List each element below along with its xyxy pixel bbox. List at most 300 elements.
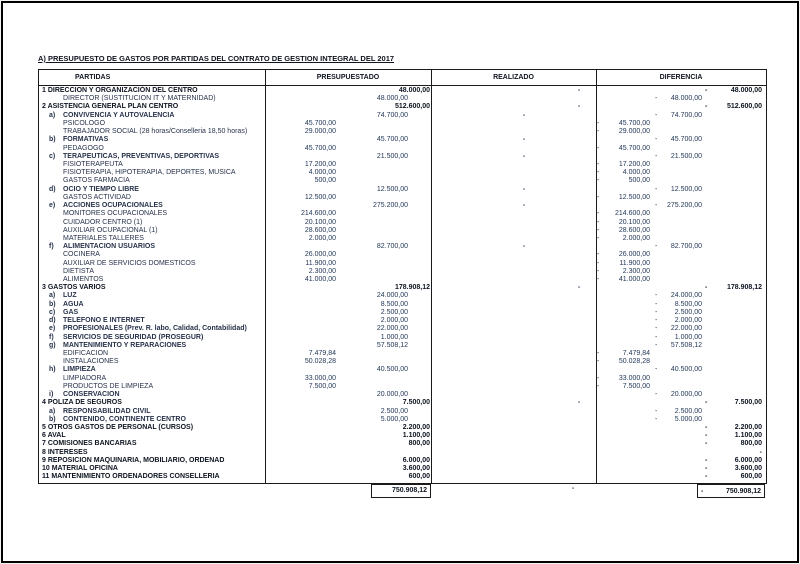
row-label: 4 POLIZA DE SEGUROS: [42, 399, 122, 407]
presupuestado-value: 512.600,00: [394, 103, 430, 111]
presupuestado-value: 800,00: [408, 440, 430, 448]
diferencia-value: 33.000,00: [618, 374, 650, 382]
total-diferencia-minus: -: [701, 487, 704, 495]
row-label: PRODUCTOS DE LIMPIEZA: [63, 382, 154, 390]
diferencia-minus: -: [655, 292, 658, 300]
diferencia-value: 8.500,00: [674, 300, 702, 308]
col-header-realizado: REALIZADO: [493, 73, 534, 81]
table-row: [39, 95, 766, 103]
row-letter: b): [49, 415, 56, 423]
realizado-dash: -: [522, 202, 526, 210]
diferencia-value: 17.200,00: [618, 160, 650, 168]
diferencia-minus: -: [655, 300, 658, 308]
diferencia-cell: [705, 449, 762, 457]
diferencia-cell: [655, 342, 702, 350]
diferencia-value: -: [759, 448, 762, 456]
row-label: ALIMENTACION USUARIOS: [63, 243, 156, 251]
row-label: 2 ASISTENCIA GENERAL PLAN CENTRO: [42, 103, 179, 111]
diferencia-cell: [655, 301, 702, 309]
diferencia-value: 1.000,00: [674, 333, 702, 341]
diferencia-minus: -: [705, 423, 708, 431]
row-label: CONSERVACION: [63, 391, 120, 399]
table-row: [39, 210, 766, 218]
realizado-dash: -: [522, 111, 526, 119]
table-row: [39, 416, 766, 424]
diferencia-cell: [655, 202, 702, 210]
row-letter: e): [49, 202, 56, 210]
presupuestado-value: 2.000,00: [380, 317, 408, 325]
table-row: [39, 153, 766, 161]
row-label: 11 MANTENIMIENTO ORDENADORES CONSELLERIA: [42, 473, 220, 481]
row-label: ACCIONES OCUPACIONALES: [63, 202, 163, 210]
realizado-dash: -: [577, 284, 581, 292]
realizado-dash: -: [522, 136, 526, 144]
presupuestado-value: 12.500,00: [376, 185, 408, 193]
presupuestado-value: 1.000,00: [380, 333, 408, 341]
row-label: FISIOTERAPEUTA: [63, 160, 123, 168]
diferencia-value: 275.200,00: [666, 202, 702, 210]
row-label: 3 GASTOS VARIOS: [42, 284, 106, 292]
diferencia-cell: [655, 334, 702, 342]
diferencia-value: 2.500,00: [674, 308, 702, 316]
diferencia-cell: [705, 284, 762, 292]
diferencia-value: 26.000,00: [618, 251, 650, 259]
diferencia-minus: -: [655, 136, 658, 144]
presupuestado-value: 57.508,12: [376, 341, 408, 349]
diferencia-minus: -: [597, 193, 600, 201]
diferencia-minus: -: [655, 317, 658, 325]
presupuestado-value: 7.479,84: [308, 350, 336, 357]
diferencia-value: 7.500,00: [734, 399, 762, 407]
row-letter: a): [49, 111, 56, 119]
diferencia-cell: [597, 268, 650, 276]
presupuestado-value: 500,00: [314, 177, 336, 185]
total-diferencia-value: 750.908,12: [725, 487, 761, 495]
presupuestado-value: 24.000,00: [376, 292, 408, 300]
diferencia-cell: [705, 87, 762, 95]
diferencia-minus: -: [655, 391, 658, 399]
diferencia-value: 5.000,00: [674, 415, 702, 423]
diferencia-minus: -: [655, 333, 658, 341]
table-row: [39, 301, 766, 309]
diferencia-minus: -: [597, 374, 600, 382]
row-label: CONTENIDO, CONTINENTE CENTRO: [63, 415, 186, 423]
diferencia-cell: [705, 103, 762, 111]
table-row: [39, 457, 766, 465]
table-row: [39, 235, 766, 243]
diferencia-minus: -: [655, 407, 658, 415]
presupuestado-value: 2.500,00: [380, 407, 408, 415]
diferencia-minus: -: [705, 432, 708, 440]
diferencia-minus: -: [597, 234, 600, 242]
diferencia-minus: -: [655, 243, 658, 251]
table-row: [39, 334, 766, 342]
row-label: INSTALACIONES: [63, 358, 119, 366]
diferencia-minus: -: [705, 440, 708, 448]
diferencia-minus: -: [597, 177, 600, 185]
table-row: [39, 366, 766, 374]
diferencia-value: 2.300,00: [622, 267, 650, 275]
diferencia-cell: [597, 169, 650, 177]
table-row: [39, 186, 766, 194]
diferencia-cell: [655, 136, 702, 144]
row-label: RESPONSABILIDAD CIVIL: [63, 407, 151, 415]
row-letter: f): [49, 243, 54, 251]
row-label: DIRECTOR (SUSTITUCION IT Y MATERNIDAD): [63, 95, 216, 103]
diferencia-minus: -: [655, 152, 658, 160]
diferencia-value: 12.500,00: [670, 185, 702, 193]
diferencia-value: 2.000,00: [674, 317, 702, 325]
diferencia-cell: [655, 366, 702, 374]
table-row: [39, 219, 766, 227]
diferencia-value: 500,00: [628, 177, 650, 185]
diferencia-value: 45.700,00: [618, 144, 650, 152]
diferencia-value: 48.000,00: [730, 87, 762, 94]
diferencia-cell: [655, 95, 702, 103]
presupuestado-value: 11.900,00: [305, 259, 336, 267]
row-label: AUXILIAR OCUPACIONAL (1): [63, 226, 158, 234]
row-label: COCINERA: [63, 251, 100, 259]
presupuestado-value: 29.000,00: [304, 128, 336, 136]
diferencia-cell: [655, 416, 702, 424]
presupuestado-value: 45.700,00: [304, 144, 336, 152]
realizado-dash: -: [577, 399, 581, 407]
row-label: FORMATIVAS: [63, 136, 109, 144]
diferencia-minus: -: [655, 308, 658, 316]
diferencia-minus: -: [597, 259, 600, 267]
table-row: [39, 424, 766, 432]
table-row: [39, 202, 766, 210]
diferencia-value: 57.508,12: [670, 341, 702, 349]
row-letter: d): [49, 317, 56, 325]
table-row: [39, 251, 766, 259]
presupuestado-value: 45.700,00: [376, 136, 408, 144]
realizado-dash: -: [522, 185, 526, 193]
diferencia-cell: [597, 235, 650, 243]
diferencia-cell: [705, 465, 762, 473]
presupuestado-value: 7.500,00: [308, 382, 336, 390]
row-label: 5 OTROS GASTOS DE PERSONAL (CURSOS): [42, 423, 194, 431]
diferencia-minus: -: [655, 366, 658, 374]
presupuestado-value: 74.700,00: [376, 111, 408, 119]
diferencia-value: 29.000,00: [618, 128, 650, 136]
diferencia-cell: [597, 383, 650, 391]
presupuestado-value: 7.500,00: [402, 399, 430, 407]
diferencia-cell: [655, 317, 702, 325]
diferencia-value: 12.500,00: [618, 193, 650, 201]
diferencia-minus: -: [655, 415, 658, 423]
table-body: [39, 87, 766, 482]
table-row: [39, 243, 766, 251]
diferencia-cell: [597, 350, 650, 358]
diferencia-minus: -: [597, 276, 600, 284]
diferencia-minus: -: [705, 473, 708, 481]
diferencia-minus: -: [705, 87, 708, 94]
diferencia-minus: -: [597, 128, 600, 136]
presupuestado-value: 12.500,00: [304, 193, 336, 201]
row-letter: a): [49, 292, 56, 300]
table-row: [39, 284, 766, 292]
presupuestado-value: 600,00: [408, 473, 430, 481]
table-row: [39, 449, 766, 457]
diferencia-cell: [705, 457, 762, 465]
row-label: AGUA: [63, 300, 84, 308]
diferencia-minus: -: [655, 95, 658, 103]
diferencia-minus: -: [705, 456, 708, 464]
diferencia-cell: [655, 325, 702, 333]
diferencia-cell: [705, 399, 762, 407]
row-label: TELEFONO E INTERNET: [63, 317, 145, 325]
presupuestado-value: 2.300,00: [308, 267, 336, 275]
row-label: TRABAJADOR SOCIAL (28 horas/Conselleria 18,50 horas): [63, 128, 248, 136]
row-label: 10 MATERIAL OFICINA: [42, 465, 118, 473]
presupuestado-value: 20.000,00: [376, 391, 408, 399]
diferencia-minus: -: [655, 341, 658, 349]
diferencia-value: 11.900,00: [619, 259, 650, 267]
presupuestado-value: 1.100,00: [402, 432, 430, 440]
row-label: 7 COMISIONES BANCARIAS: [42, 440, 137, 448]
diferencia-cell: [597, 194, 650, 202]
row-label: OCIO Y TIEMPO LIBRE: [63, 185, 139, 193]
diferencia-minus: -: [597, 160, 600, 168]
diferencia-cell: [655, 112, 702, 120]
row-letter: g): [49, 341, 56, 349]
diferencia-cell: [597, 227, 650, 235]
table-row: [39, 194, 766, 202]
table-row: [39, 473, 766, 481]
diferencia-cell: [655, 391, 702, 399]
table-row: [39, 408, 766, 416]
diferencia-minus: -: [597, 267, 600, 275]
page-title: A) PRESUPUESTO DE GASTOS POR PARTIDAS DEL CONTRATO DE GESTION INTEGRAL DEL 2017: [38, 54, 395, 63]
row-label: SERVICIOS DE SEGURIDAD (PROSEGUR): [63, 333, 204, 341]
row-label: 1 DIRECCION Y ORGANIZACIÓN DEL CENTRO: [42, 87, 198, 94]
diferencia-value: 512.600,00: [726, 103, 762, 111]
row-letter: h): [49, 366, 56, 374]
diferencia-minus: -: [597, 119, 600, 127]
diferencia-minus: -: [597, 226, 600, 234]
diferencia-value: 45.700,00: [618, 119, 650, 127]
diferencia-value: 7.479,84: [622, 350, 650, 357]
row-label: PSICOLOGO: [63, 119, 106, 127]
diferencia-cell: [705, 424, 762, 432]
row-letter: a): [49, 407, 56, 415]
row-label: MONITORES OCUPACIONALES: [63, 210, 167, 218]
diferencia-cell: [597, 120, 650, 128]
diferencia-value: 600,00: [740, 473, 762, 481]
diferencia-minus: -: [655, 325, 658, 333]
diferencia-minus: -: [597, 210, 600, 218]
presupuestado-value: 21.500,00: [376, 152, 408, 160]
presupuestado-value: 48.000,00: [376, 95, 408, 103]
diferencia-value: 48.000,00: [670, 95, 702, 103]
diferencia-minus: -: [597, 358, 600, 366]
row-label: ALIMENTOS: [63, 276, 104, 284]
presupuestado-value: 40.500,00: [376, 366, 408, 374]
diferencia-minus: -: [705, 103, 708, 111]
row-letter: e): [49, 325, 56, 333]
diferencia-cell: [597, 128, 650, 136]
diferencia-value: 20.100,00: [618, 218, 650, 226]
row-letter: d): [49, 185, 56, 193]
table-row: [39, 325, 766, 333]
row-label: PEDAGOGO: [63, 144, 104, 152]
table-row: [39, 309, 766, 317]
row-letter: b): [49, 300, 56, 308]
row-letter: i): [49, 391, 54, 399]
diferencia-value: 50.028,28: [618, 358, 650, 366]
diferencia-cell: [655, 408, 702, 416]
row-label: EDIFICACION: [63, 350, 109, 357]
diferencia-minus: -: [705, 284, 708, 292]
diferencia-value: 24.000,00: [670, 292, 702, 300]
diferencia-cell: [705, 440, 762, 448]
realizado-dash: -: [522, 152, 526, 160]
presupuestado-value: 17.200,00: [304, 160, 336, 168]
diferencia-value: 3.600,00: [734, 465, 762, 473]
table-row: [39, 342, 766, 350]
presupuestado-value: 33.000,00: [304, 374, 336, 382]
diferencia-cell: [655, 309, 702, 317]
table-row: [39, 161, 766, 169]
table-row: [39, 432, 766, 440]
total-diferencia: [697, 484, 765, 498]
presupuestado-value: 6.000,00: [402, 456, 430, 464]
diferencia-cell: [597, 161, 650, 169]
table-row: [39, 440, 766, 448]
diferencia-minus: -: [655, 202, 658, 210]
table-row: [39, 112, 766, 120]
table-row: [39, 145, 766, 153]
diferencia-value: 21.500,00: [670, 152, 702, 160]
table-row: [39, 103, 766, 111]
diferencia-value: 22.000,00: [670, 325, 702, 333]
row-label: LUZ: [63, 292, 77, 300]
table-row: [39, 383, 766, 391]
diferencia-minus: -: [597, 350, 600, 357]
row-label: CONVIVENCIA Y AUTOVALENCIA: [63, 111, 175, 119]
diferencia-value: 1.100,00: [734, 432, 762, 440]
row-letter: b): [49, 136, 56, 144]
table-row: [39, 391, 766, 399]
table-row: [39, 169, 766, 177]
diferencia-cell: [655, 186, 702, 194]
presupuestado-value: 2.000,00: [308, 234, 336, 242]
diferencia-value: 40.500,00: [670, 366, 702, 374]
table-row: [39, 375, 766, 383]
diferencia-value: 41.000,00: [618, 276, 650, 284]
table-row: [39, 276, 766, 284]
diferencia-value: 6.000,00: [734, 456, 762, 464]
realizado-dash: -: [577, 87, 581, 94]
diferencia-cell: [597, 177, 650, 185]
budget-table: [38, 69, 767, 484]
diferencia-cell: [655, 243, 702, 251]
row-label: MATERIALES TALLERES: [63, 234, 144, 242]
row-label: 9 REPOSICION MAQUINARIA, MOBILIARIO, ORDENAD: [42, 456, 225, 464]
presupuestado-value: 48.000,00: [398, 87, 430, 94]
diferencia-minus: -: [705, 399, 708, 407]
table-row: [39, 399, 766, 407]
diferencia-value: 45.700,00: [670, 136, 702, 144]
table-row: [39, 465, 766, 473]
presupuestado-value: 5.000,00: [380, 415, 408, 423]
table-row: [39, 268, 766, 276]
diferencia-minus: -: [597, 144, 600, 152]
presupuestado-value: 26.000,00: [304, 251, 336, 259]
presupuestado-value: 4.000,00: [308, 169, 336, 177]
row-label: MANTENIMIENTO Y REPARACIONES: [63, 341, 187, 349]
row-label: 8 INTERESES: [42, 448, 88, 456]
table-row: [39, 227, 766, 235]
diferencia-cell: [597, 210, 650, 218]
table-row: [39, 87, 766, 95]
diferencia-value: 7.500,00: [622, 382, 650, 390]
diferencia-cell: [597, 251, 650, 259]
table-row: [39, 292, 766, 300]
realizado-dash: -: [577, 103, 581, 111]
table-row: [39, 358, 766, 366]
diferencia-cell: [597, 358, 650, 366]
table-row: [39, 128, 766, 136]
diferencia-cell: [705, 473, 762, 481]
diferencia-cell: [597, 145, 650, 153]
row-label: TERAPEUTICAS, PREVENTIVAS, DEPORTIVAS: [63, 152, 220, 160]
diferencia-value: 28.600,00: [618, 226, 650, 234]
row-label: GAS: [63, 308, 79, 316]
presupuestado-value: 8.500,00: [380, 300, 408, 308]
row-label: GASTOS FARMACIA: [63, 177, 130, 185]
diferencia-value: 2.000,00: [622, 234, 650, 242]
diferencia-value: 74.700,00: [670, 111, 702, 119]
table-row: [39, 260, 766, 268]
diferencia-cell: [597, 375, 650, 383]
total-presupuestado: 750.908,12: [371, 484, 431, 498]
realizado-dash: -: [522, 243, 526, 251]
row-label: FISIOTERAPIA, HIPOTERAPIA, DEPORTES, MUSICA: [63, 169, 236, 177]
presupuestado-value: 3.600,00: [402, 465, 430, 473]
row-label: AUXILIAR DE SERVICIOS DOMESTICOS: [63, 259, 196, 267]
row-label: PROFESIONALES (Prev. R. labo, Calidad, Contabilidad): [63, 325, 247, 333]
diferencia-value: 82.700,00: [670, 243, 702, 251]
row-label: DIETISTA: [63, 267, 94, 275]
diferencia-value: 20.000,00: [670, 391, 702, 399]
presupuestado-value: 275.200,00: [372, 202, 408, 210]
diferencia-value: 214.600,00: [614, 210, 650, 218]
presupuestado-value: 20.100,00: [304, 218, 336, 226]
diferencia-cell: [655, 292, 702, 300]
presupuestado-value: 214.600,00: [300, 210, 336, 218]
presupuestado-value: 45.700,00: [304, 119, 336, 127]
row-letter: c): [49, 152, 56, 160]
row-label: 6 AVAL: [42, 432, 66, 440]
row-label: CUIDADOR CENTRO (1): [63, 218, 143, 226]
table-row: [39, 350, 766, 358]
table-header-row: [39, 70, 766, 86]
diferencia-minus: -: [597, 251, 600, 259]
presupuestado-value: 2.200,00: [402, 423, 430, 431]
presupuestado-value: 2.500,00: [380, 308, 408, 316]
diferencia-value: 4.000,00: [622, 169, 650, 177]
table-row: [39, 177, 766, 185]
diferencia-minus: -: [597, 169, 600, 177]
diferencia-value: 2.200,00: [734, 423, 762, 431]
row-letter: c): [49, 308, 56, 316]
table-row: [39, 317, 766, 325]
diferencia-value: 2.500,00: [674, 407, 702, 415]
diferencia-minus: -: [597, 382, 600, 390]
diferencia-cell: [597, 260, 650, 268]
